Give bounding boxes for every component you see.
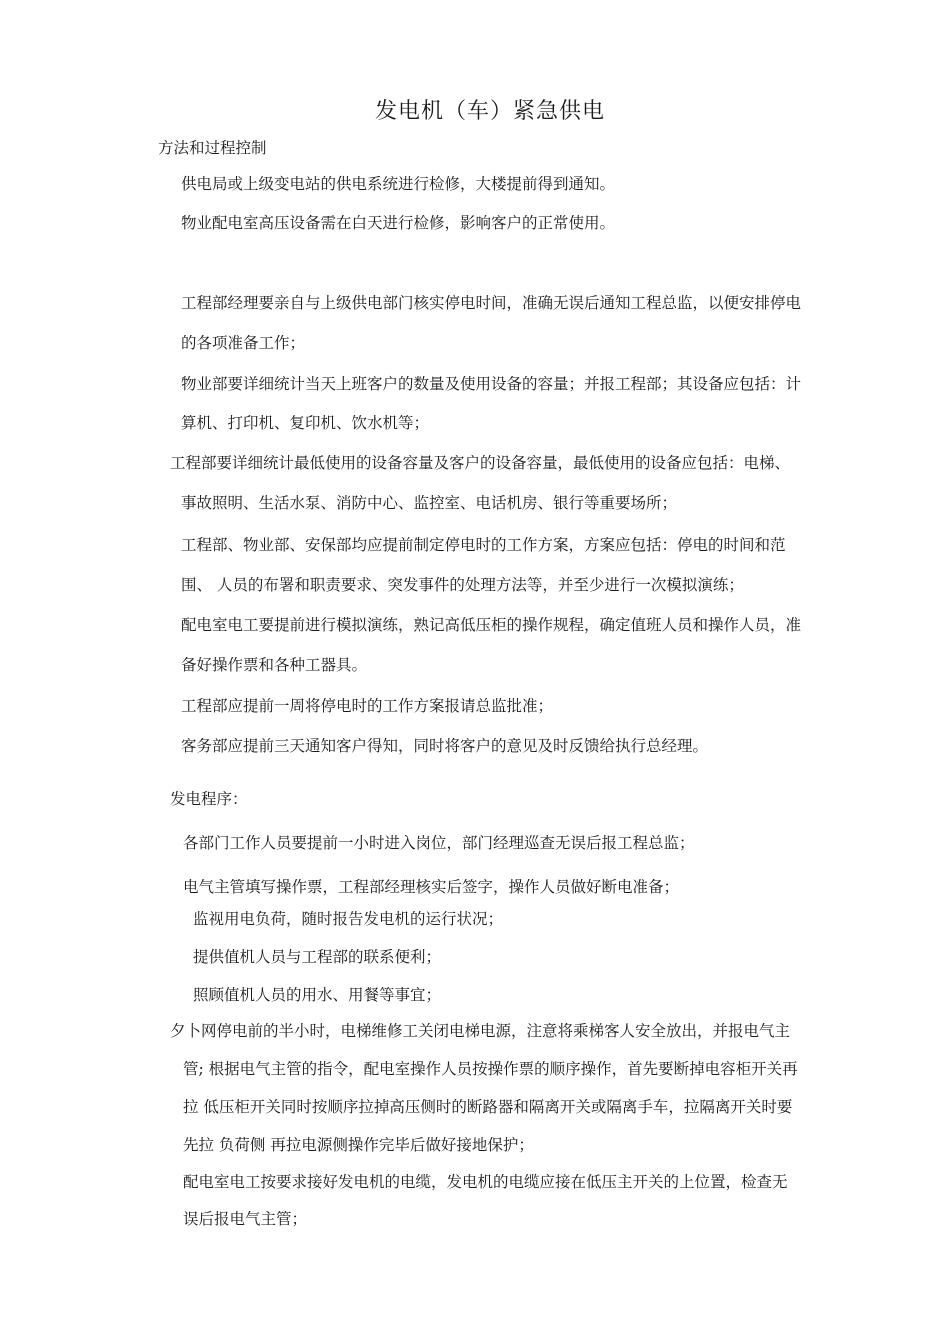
paragraph-line: 电气主管填写操作票，工程部经理核实后签字，操作人员做好断电准备； [183, 878, 680, 896]
paragraph-line: 的各项准备工作； [181, 334, 306, 352]
document-title: 发电机（车）紧急供电 [374, 99, 605, 124]
paragraph-line: 算机、打印机、复印机、饮水机等； [181, 414, 430, 432]
paragraph-line: 配电室电工按要求接好发电机的电缆，发电机的电缆应接在低压主开关的上位置，检查无 [183, 1173, 788, 1191]
paragraph-line: 工程部经理要亲自与上级供电部门核实停电时间，准确无误后通知工程总监，以便安排停电 [181, 294, 802, 312]
paragraph-line: 事故照明、生活水泵、消防中心、监控室、电话机房、银行等重要场所； [181, 494, 678, 512]
paragraph-line: 客务部应提前三天通知客户得知，同时将客户的意见及时反馈给执行总经理。 [181, 737, 709, 755]
paragraph-line: 配电室电工要提前进行模拟演练，熟记高低压柜的操作规程，确定值班人员和操作人员，准 [181, 616, 802, 634]
paragraph-line: 误后报电气主管； [183, 1210, 308, 1228]
section-heading-procedure: 发电程序： [170, 790, 248, 808]
paragraph-line: 物业部要详细统计当天上班客户的数量及使用设备的容量；并报工程部；其设备应包括：计 [181, 375, 802, 393]
paragraph-line: 照顾值机人员的用水、用餐等事宜； [193, 986, 442, 1004]
paragraph-line: 工程部应提前一周将停电时的工作方案报请总监批准； [181, 697, 554, 715]
paragraph-line: 夕卜网停电前的半小时，电梯维修工关闭电梯电源，注意将乘梯客人安全放出，并报电气主 [170, 1022, 791, 1040]
paragraph-line: 监视用电负荷，随时报告发电机的运行状况； [193, 910, 504, 928]
paragraph-line: 先拉 负荷侧 再拉电源侧操作完毕后做好接地保护； [183, 1136, 534, 1154]
paragraph-line: 拉 低压柜开关同时按顺序拉掉高压侧时的断路器和隔离开关或隔离手车，拉隔离开关时要 [183, 1098, 793, 1116]
paragraph-line: 工程部、物业部、安保部均应提前制定停电时的工作方案，方案应包括：停电的时间和范 [181, 536, 786, 554]
paragraph-line: 工程部要详细统计最低使用的设备容量及客户的设备容量，最低使用的设备应包括：电梯、 [170, 454, 791, 472]
paragraph-line: 围、 人员的布署和职责要求、突发事件的处理方法等，并至少进行一次模拟演练； [181, 576, 744, 594]
paragraph-line: 供电局或上级变电站的供电系统进行检修，大楼提前得到通知。 [181, 175, 616, 193]
paragraph-line: 各部门工作人员要提前一小时进入岗位，部门经理巡查无误后报工程总监； [183, 834, 695, 852]
section-heading-method: 方法和过程控制 [158, 139, 267, 157]
paragraph-line: 提供值机人员与工程部的联系便利； [193, 948, 442, 966]
paragraph-line: 备好操作票和各种工器具。 [181, 656, 368, 674]
paragraph-line: 物业配电室高压设备需在白天进行检修，影响客户的正常使用。 [181, 214, 616, 232]
paragraph-line: 管; 根据电气主管的指令，配电室操作人员按操作票的顺序操作，首先要断掉电容柜开关再 [183, 1060, 798, 1078]
